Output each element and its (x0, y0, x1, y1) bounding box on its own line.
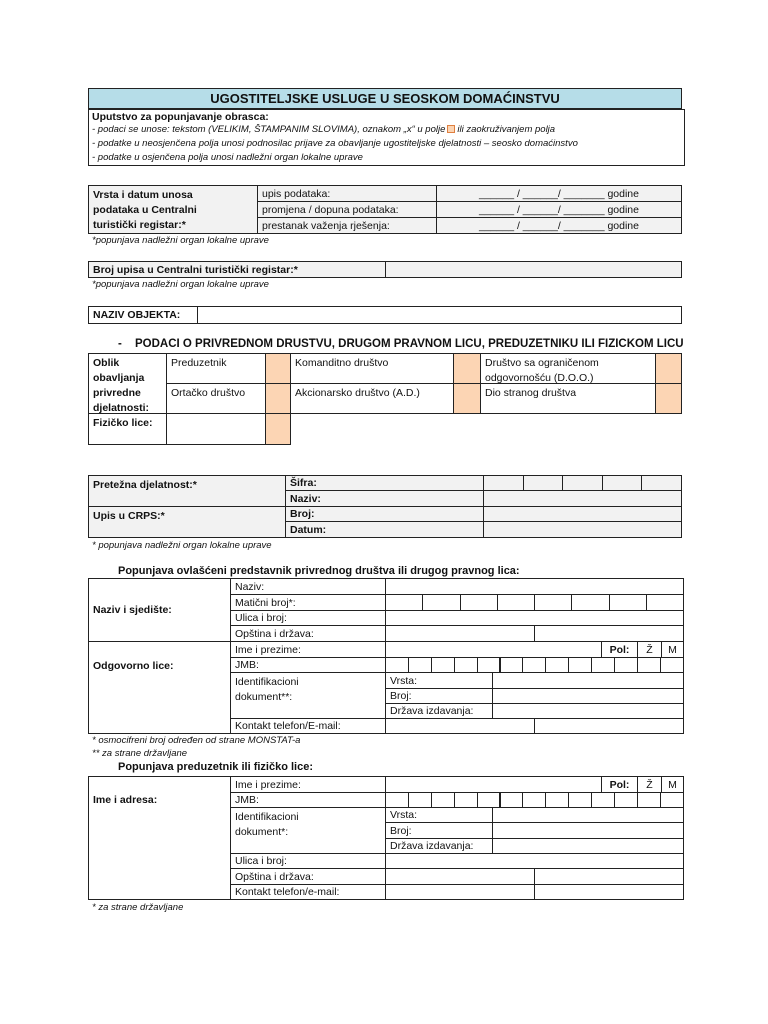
section-title: PODACI O PRIVREDNOM DRUŠTVU, DRUGOM PRAVNOM LICU, PREDUZETNIKU ILI FIZIČKOM LICU (135, 338, 684, 350)
reg-no-digit[interactable] (534, 594, 572, 611)
ent-jmb-digit[interactable] (431, 792, 455, 808)
responsible-person-label: Odgovorno lice: (88, 641, 231, 734)
form-title: UGOSTITELJSKE USLUGE U SEOSKOM DOMAĆINSTVU (88, 88, 682, 109)
main-activity-label: Pretežna djelatnost:* (88, 475, 286, 507)
reg-no-digit[interactable] (571, 594, 609, 611)
rep-gender-female[interactable]: Ž (637, 641, 662, 658)
rep-heading: Popunjava ovlašćeni predstavnik privrednog društva ili drugog pravnog lica: (118, 565, 520, 577)
rep-jmb-digit[interactable] (431, 657, 455, 673)
ent-full-name-label: Ime i prezime: (230, 776, 386, 793)
rep-email-field[interactable] (534, 718, 684, 734)
ent-street-field[interactable] (385, 853, 684, 869)
activity-code-digit[interactable] (602, 475, 643, 491)
ent-jmb-digit[interactable] (614, 792, 638, 808)
registry-label: Broj upisa u Centralni turistički registar:* (88, 261, 386, 278)
activity-code-digit[interactable] (562, 475, 603, 491)
ent-jmb-digit[interactable] (500, 792, 524, 808)
form-type-checkbox[interactable] (265, 383, 291, 414)
reg-no-digit[interactable] (460, 594, 498, 611)
rep-jmb-digit[interactable] (591, 657, 615, 673)
rep-jmb-label: JMB: (230, 657, 386, 673)
rep-full-name-field[interactable] (385, 641, 602, 658)
rep-gender-label: Pol: (601, 641, 638, 658)
natural-person-label: Fizičko lice: (88, 413, 167, 445)
ent-id-field-label: Država izdavanja: (385, 838, 493, 854)
activity-code-digit[interactable] (483, 475, 524, 491)
form-type-checkbox[interactable] (655, 353, 682, 384)
rep-full-name-label: Ime i prezime: (230, 641, 386, 658)
entry-row-label: prestanak važenja rješenja: (257, 217, 437, 234)
reg-no-digit[interactable] (609, 594, 647, 611)
name-address-label: Ime i adresa: (88, 776, 231, 900)
ent-jmb-digit[interactable] (385, 792, 409, 808)
ent-email-field[interactable] (534, 884, 684, 900)
reg-no-digit[interactable] (497, 594, 535, 611)
rep-country-field[interactable] (534, 625, 684, 642)
activity-date-label: Datum: (285, 521, 484, 538)
seat-label: Naziv i sjedište: (88, 578, 231, 642)
ent-id-field-label: Vrsta: (385, 807, 493, 823)
rep-id-field-input[interactable] (492, 688, 684, 704)
object-name-field[interactable] (197, 306, 682, 324)
form-type-option: Akcionarsko društvo (A.D.) (290, 383, 454, 414)
entrepreneur-heading: Popunjava preduzetnik ili fizičko lice: (118, 761, 313, 773)
instructions-heading: Uputstvo za popunjavanje obrasca: (92, 111, 269, 123)
rep-id-field-label: Broj: (385, 688, 493, 704)
section-dash: - (118, 338, 122, 350)
checkbox-sample-icon (447, 125, 455, 133)
ent-full-name-field[interactable] (385, 776, 602, 793)
rep-street-field[interactable] (385, 610, 684, 626)
rep-municipality-label: Opština i država: (230, 625, 386, 642)
ent-jmb-digit[interactable] (568, 792, 592, 808)
rep-jmb-digit[interactable] (545, 657, 569, 673)
natural-person-field[interactable] (166, 413, 266, 445)
rep-municipality-field[interactable] (385, 625, 535, 642)
ent-jmb-digit[interactable] (660, 792, 684, 808)
instruction-line-1 (92, 124, 555, 135)
rep-jmb-digit[interactable] (614, 657, 638, 673)
instruction-line-2: - podatke u neosjenčena polja unosi podnosilac prijave za obavljanje ugostiteljske djelatnosti – seosko domaćinstvo (92, 138, 578, 149)
activity-date-field[interactable] (483, 521, 682, 538)
crps-label: Upis u CRPS:* (88, 506, 286, 538)
ent-municipality-label: Opština i država: (230, 868, 386, 885)
entry-footnote: *popunjava nadležni organ lokalne uprave (92, 235, 269, 246)
rep-jmb-digit[interactable] (568, 657, 592, 673)
entry-row-label: upis podataka: (257, 185, 437, 202)
natural-person-checkbox[interactable] (265, 413, 291, 445)
ent-jmb-digit[interactable] (477, 792, 501, 808)
rep-jmb-digit[interactable] (660, 657, 684, 673)
form-type-option: Ortačko društvo (166, 383, 266, 414)
activity-name-field[interactable] (483, 490, 682, 507)
rep-name-label: Naziv: (230, 578, 386, 595)
rep-jmb-digit[interactable] (477, 657, 501, 673)
entry-date-field[interactable]: ______ / ______/ _______ godine (436, 185, 682, 202)
rep-id-field-input[interactable] (492, 703, 684, 719)
entry-row-label: promjena / dopuna podataka: (257, 201, 437, 218)
ent-jmb-digit[interactable] (637, 792, 661, 808)
form-type-checkbox[interactable] (453, 353, 481, 384)
rep-jmb-digit[interactable] (522, 657, 546, 673)
rep-id-field-input[interactable] (492, 672, 684, 689)
rep-jmb-digit[interactable] (385, 657, 409, 673)
ent-street-label: Ulica i broj: (230, 853, 386, 869)
ent-gender-male[interactable]: M (661, 776, 684, 793)
ent-jmb-label: JMB: (230, 792, 386, 808)
ent-phone-field[interactable] (385, 884, 535, 900)
activity-code-label: Šifra: (285, 475, 484, 491)
form-type-option: Dio stranog društva (480, 383, 656, 414)
reg-no-digit[interactable] (422, 594, 460, 611)
ent-gender-label: Pol: (601, 776, 638, 793)
ent-municipality-field[interactable] (385, 868, 535, 885)
activity-number-field[interactable] (483, 506, 682, 522)
reg-no-digit[interactable] (385, 594, 423, 611)
rep-jmb-digit[interactable] (454, 657, 478, 673)
rep-name-field[interactable] (385, 578, 684, 595)
rep-reg-no-label: Matični broj*: (230, 594, 386, 611)
ent-id-field-input[interactable] (492, 807, 684, 823)
form-type-option: Društvo sa ograničenom odgovornošću (D.O.O.) (480, 353, 656, 384)
form-type-checkbox[interactable] (655, 383, 682, 414)
ent-jmb-digit[interactable] (545, 792, 569, 808)
entry-date-field[interactable]: ______ / ______/ _______ godine (436, 217, 682, 234)
rep-phone-field[interactable] (385, 718, 535, 734)
rep-id-doc-label: Identifikacioni dokument**: (230, 672, 386, 719)
instruction-text: ili zaokruživanjem polja (457, 124, 556, 135)
ent-jmb-digit[interactable] (522, 792, 546, 808)
ent-jmb-digit[interactable] (408, 792, 432, 808)
rep-footnote-2: ** za strane državljane (92, 748, 188, 759)
form-type-option: Komanditno društvo (290, 353, 454, 384)
entry-date-field[interactable]: ______ / ______/ _______ godine (436, 201, 682, 218)
rep-id-field-label: Država izdavanja: (385, 703, 493, 719)
form-type-label: Oblik obavljanja privredne djelatnosti: (88, 353, 167, 414)
instruction-text: - podaci se unose: tekstom (VELIKIM, ŠTAMPANIM SLOVIMA), oznakom „x“ u polje (92, 124, 446, 135)
registry-number-field[interactable] (385, 261, 682, 278)
ent-jmb-digit[interactable] (591, 792, 615, 808)
entrepreneur-footnote: * za strane državljane (92, 902, 184, 913)
rep-footnote-1: * osmocifreni broj određen od strane MONSTAT-a (92, 735, 301, 746)
object-name-label: NAZIV OBJEKTA: (88, 306, 198, 324)
ent-id-field-input[interactable] (492, 838, 684, 854)
instruction-line-3: - podatke u osjenčena polja unosi nadležni organ lokalne uprave (92, 152, 363, 163)
ent-gender-female[interactable]: Ž (637, 776, 662, 793)
rep-jmb-digit[interactable] (500, 657, 524, 673)
ent-jmb-digit[interactable] (454, 792, 478, 808)
entry-label: Vrsta i datum unosa podataka u Centralni turistički registar:* (88, 185, 258, 234)
ent-country-field[interactable] (534, 868, 684, 885)
activity-name-label: Naziv: (285, 490, 484, 507)
activity-code-digit[interactable] (641, 475, 682, 491)
form-type-checkbox[interactable] (265, 353, 291, 384)
rep-gender-male[interactable]: M (661, 641, 684, 658)
rep-contact-label: Kontakt telefon/E-mail: (230, 718, 386, 734)
rep-street-label: Ulica i broj: (230, 610, 386, 626)
ent-contact-label: Kontakt telefon/e-mail: (230, 884, 386, 900)
activity-footnote: * popunjava nadležni organ lokalne uprave (92, 540, 272, 551)
activity-number-label: Broj: (285, 506, 484, 522)
ent-id-doc-label: Identifikacioni dokument*: (230, 807, 386, 854)
rep-jmb-digit[interactable] (408, 657, 432, 673)
reg-no-digit[interactable] (646, 594, 684, 611)
activity-code-digit[interactable] (523, 475, 564, 491)
registry-footnote: *popunjava nadležni organ lokalne uprave (92, 279, 269, 290)
rep-id-field-label: Vrsta: (385, 672, 493, 689)
ent-id-field-input[interactable] (492, 822, 684, 839)
ent-id-field-label: Broj: (385, 822, 493, 839)
form-type-option: Preduzetnik (166, 353, 266, 384)
rep-jmb-digit[interactable] (637, 657, 661, 673)
form-type-checkbox[interactable] (453, 383, 481, 414)
